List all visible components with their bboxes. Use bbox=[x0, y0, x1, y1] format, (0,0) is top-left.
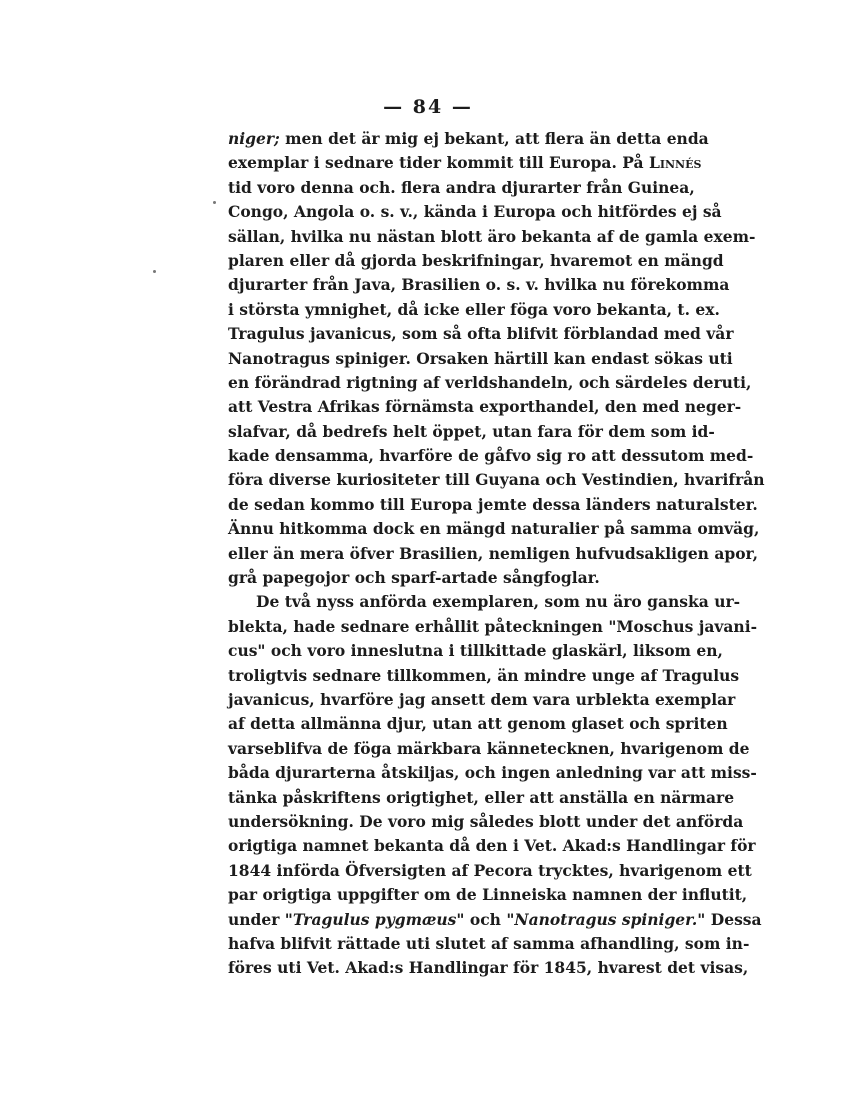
text-span: Nanotragus spiniger. bbox=[514, 909, 698, 929]
text-line bbox=[228, 420, 715, 444]
text-line bbox=[228, 883, 748, 907]
text-line bbox=[228, 249, 724, 273]
text-line bbox=[228, 908, 762, 932]
text-line bbox=[228, 834, 756, 858]
text-line bbox=[228, 176, 694, 200]
text-span: slafvar, då bedrefs helt öppet, utan fara för dem som id- bbox=[228, 421, 715, 441]
text-span: kade densamma, hvarföre de gåfvo sig ro att dessutom med- bbox=[228, 446, 754, 466]
text-line bbox=[228, 542, 758, 566]
text-span: Tragulus pygmæus bbox=[292, 909, 457, 929]
text-span: Ännu hitkomma dock en mängd naturalier på samma omväg, bbox=[228, 519, 760, 539]
text-span: under " bbox=[228, 909, 293, 929]
text-span: troligtvis sednare tillkommen, än mindre unge af Tragulus bbox=[228, 665, 740, 685]
text-span: Linnés bbox=[648, 153, 702, 173]
text-line bbox=[228, 956, 749, 980]
text-line bbox=[228, 298, 720, 322]
text-line bbox=[228, 761, 757, 785]
text-span: par origtiga uppgifter om de Linneiska namnen der influtit, bbox=[228, 885, 748, 905]
text-line bbox=[228, 347, 733, 371]
text-line bbox=[228, 590, 741, 614]
text-line bbox=[228, 322, 734, 346]
text-line bbox=[228, 444, 754, 468]
body-text bbox=[228, 127, 765, 981]
text-span: varseblifva de föga märkbara kännetecknen, hvarigenom de bbox=[228, 738, 750, 758]
text-span: eller än mera öfver Brasilien, nemligen hufvudsakligen apor, bbox=[228, 543, 758, 563]
text-span: " Dessa bbox=[697, 909, 762, 929]
margin-speck bbox=[153, 270, 156, 273]
text-span: blekta, hade sednare erhållit påteckningen "Moschus javani- bbox=[228, 616, 758, 636]
text-line bbox=[228, 468, 765, 492]
text-span: origtiga namnet bekanta då den i Vet. Akad:s Handlingar för bbox=[228, 836, 756, 856]
text-span: af detta allmänna djur, utan att genom glaset och spriten bbox=[228, 714, 728, 734]
text-line bbox=[228, 932, 750, 956]
text-span: javanicus, hvarföre jag ansett dem vara urblekta exemplar bbox=[228, 689, 736, 709]
text-span: Congo, Angola o. s. v., kända i Europa och hitfördes ej så bbox=[228, 202, 722, 222]
text-line bbox=[228, 786, 735, 810]
text-line bbox=[228, 664, 740, 688]
text-span: att Vestra Afrikas förnämsta exporthandel, den med neger- bbox=[228, 397, 742, 417]
text-line bbox=[228, 639, 723, 663]
text-line bbox=[228, 493, 758, 517]
paragraph bbox=[228, 590, 762, 980]
text-span: cus" och voro inneslutna i tillkittade glaskärl, liksom en, bbox=[228, 641, 723, 661]
text-line bbox=[228, 615, 758, 639]
text-span: föra diverse kuriositeter till Guyana och Vestindien, hvarifrån bbox=[228, 470, 765, 490]
text-span: sällan, hvilka nu nästan blott äro bekanta af de gamla exem- bbox=[228, 226, 756, 246]
text-span: men det är mig ej bekant, att flera än detta enda bbox=[279, 129, 709, 148]
text-line bbox=[228, 127, 709, 151]
margin-speck bbox=[213, 201, 216, 204]
text-span: grå papegojor och sparf-artade sångfoglar. bbox=[228, 568, 600, 588]
text-line bbox=[228, 151, 702, 175]
text-span: De två nyss anförda exemplaren, som nu äro ganska ur- bbox=[256, 592, 741, 612]
text-span: plaren eller då gjorda beskrifningar, hvaremot en mängd bbox=[228, 250, 724, 270]
text-span: föres uti Vet. Akad:s Handlingar för 1845, hvarest det visas, bbox=[228, 958, 749, 978]
text-line bbox=[228, 810, 744, 834]
text-span: Nanotragus spiniger. Orsaken härtill kan endast sökas uti bbox=[228, 348, 733, 368]
text-line bbox=[228, 395, 742, 419]
text-line bbox=[228, 737, 750, 761]
text-line bbox=[228, 200, 722, 224]
text-span: exemplar i sednare tider kommit till Europa. På bbox=[228, 153, 649, 173]
text-span: tänka påskriftens origtighet, eller att anställa en närmare bbox=[228, 787, 735, 807]
text-line bbox=[228, 517, 760, 541]
text-line bbox=[228, 273, 730, 297]
text-span: Tragulus javanicus, som så ofta blifvit förblandad med vår bbox=[228, 324, 734, 344]
text-span: " och " bbox=[456, 909, 515, 929]
text-span: i största ymnighet, då icke eller föga voro bekanta, t. ex. bbox=[228, 299, 720, 319]
text-line bbox=[228, 225, 756, 249]
text-span: 1844 införda Öfversigten af Pecora trycktes, hvarigenom ett bbox=[228, 860, 752, 880]
text-span: en förändrad rigtning af verldshandeln, och särdeles deruti, bbox=[228, 372, 752, 392]
text-span: de sedan kommo till Europa jemte dessa länders naturalster. bbox=[228, 494, 758, 514]
text-line bbox=[228, 566, 694, 590]
text-line bbox=[228, 688, 736, 712]
text-span: undersökning. De voro mig således blott under det anförda bbox=[228, 811, 744, 831]
text-line bbox=[228, 371, 752, 395]
text-span: hafva blifvit rättade uti slutet af samma afhandling, som in- bbox=[228, 933, 750, 953]
text-span: båda djurarterna åtskiljas, och ingen anledning var att miss- bbox=[228, 763, 757, 783]
text-span: djurarter från Java, Brasilien o. s. v. hvilka nu förekomma bbox=[228, 275, 730, 295]
text-span: tid voro denna och. flera andra djurarter från Guinea, bbox=[228, 177, 695, 197]
page-number: — 84 — bbox=[383, 96, 473, 118]
text-span: niger; bbox=[228, 129, 280, 148]
text-line bbox=[228, 859, 752, 883]
text-line bbox=[228, 712, 728, 736]
paragraph bbox=[228, 127, 765, 590]
